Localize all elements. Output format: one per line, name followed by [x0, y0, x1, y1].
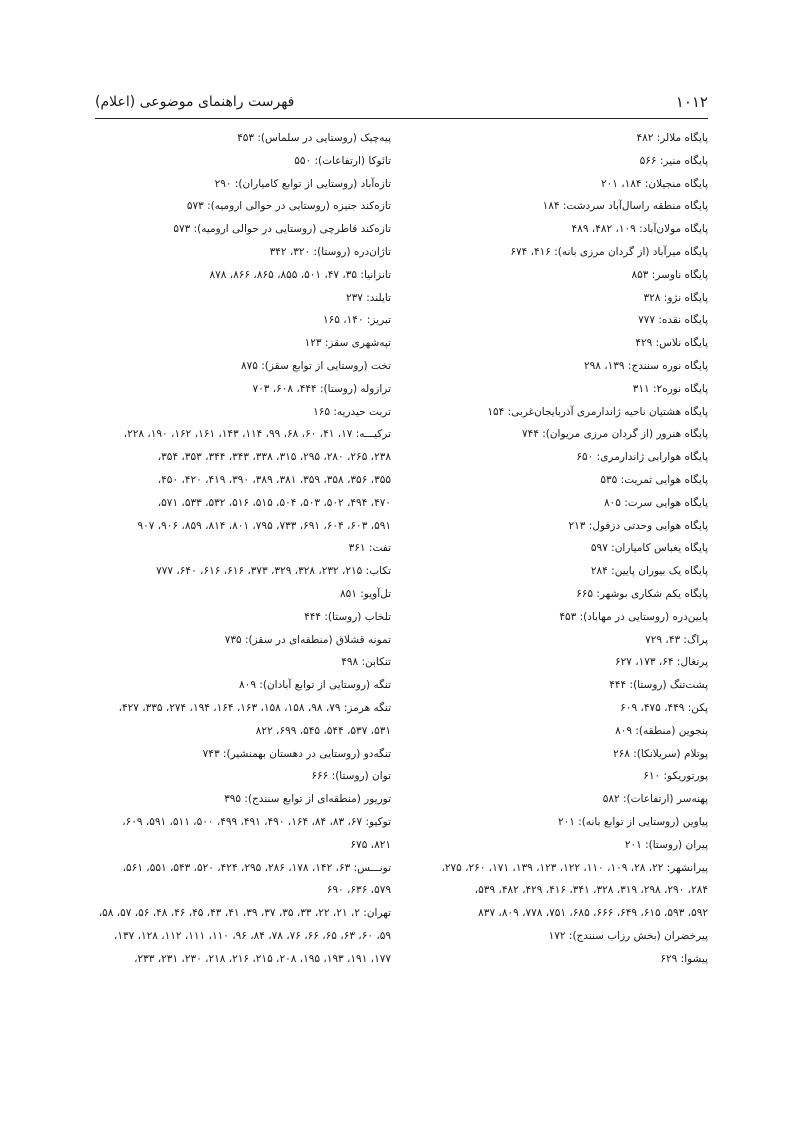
index-entry: ۸۲۱، ۶۷۵ [350, 838, 391, 851]
index-entry: پایگاه میرآباد (از گردان مرزی بانه): ۴۱۶، ۶۷۴ [510, 245, 708, 258]
page-header [95, 88, 708, 116]
index-entry: تائوکا (ارتفاعات): ۵۵۰ [294, 154, 391, 167]
index-entry: تنگه (روستایی از توابع آبادان): ۸۰۹ [239, 679, 391, 692]
index-entry: پرتغال: ۶۴، ۱۷۳، ۶۲۷ [614, 656, 708, 669]
index-entry: پیرخضران (بخش رزاب سنندج): ۱۷۲ [548, 929, 708, 942]
index-entry: پایگاه هوایی ثمریت: ۵۳۵ [600, 473, 708, 486]
index-entry: پایگاه ملالر: ۴۸۲ [636, 132, 708, 144]
index-entry: ترکیـــه: ۱۷، ۴۱، ۶۰، ۶۸، ۹۹، ۱۱۴، ۱۴۳، ۱۶۱، ۱۶۲، ۱۹۰، ۲۲۸، [123, 428, 391, 441]
index-entry: پایگاه نوره سنندج: ۱۳۹، ۲۹۸ [583, 359, 708, 372]
index-entry: پوتلام (سریلانکا): ۲۶۸ [612, 747, 708, 760]
index-entry: پایگاه هشتیان ناحیه ژاندارمری آذربایجان‌غربی: ۱۵۴ [487, 405, 708, 418]
index-entry: پایگاه منطقه راسال‌آباد سردشت: ۱۸۴ [542, 200, 708, 213]
index-entry: تبریز: ۱۴۰، ۱۶۵ [322, 314, 391, 327]
index-entry: پایگاه مولان‌آباد: ۱۰۹، ۴۸۲، ۴۸۹ [571, 223, 708, 236]
index-entry: تخت (روستایی از توابع سقز): ۸۷۵ [241, 359, 391, 372]
index-entry: تربت حیدریه: ۱۶۵ [313, 405, 391, 418]
index-entry: ۵۷۹، ۶۳۶، ۶۹۰ [326, 884, 391, 897]
index-entry: پهنه‌سر (ارتفاعات): ۵۸۲ [602, 793, 708, 806]
index-entry: پایگاه هوارابی ژاندارمری: ۶۵۰ [576, 451, 708, 464]
index-entry: تکاب: ۲۱۵، ۲۳۲، ۳۲۸، ۳۲۹، ۳۷۳، ۶۱۶، ۶۱۶، ۶۴۰، ۷۷۷ [156, 565, 391, 578]
index-entry: ۴۷۰، ۴۹۴، ۵۰۲، ۵۰۳، ۵۰۴، ۵۱۵، ۵۱۶، ۵۳۲، ۵۳۳، ۵۷۱، [157, 496, 391, 509]
index-entry: پیشوا: ۶۲۹ [660, 952, 708, 965]
index-entry: ۵۹۱، ۶۰۳، ۶۰۴، ۶۹۱، ۷۳۳، ۷۹۵، ۸۰۱، ۸۱۴، ۸۵۹، ۹۰۶، ۹۰۷ [137, 519, 391, 532]
index-entry: پیران (روستا): ۲۰۱ [624, 838, 708, 851]
header-rule [95, 118, 708, 119]
index-entry: پایگاه یکم شکاری بوشهر: ۶۶۵ [576, 587, 708, 600]
index-entry: توریور (منطقه‌ای از توابع سنندج): ۳۹۵ [224, 793, 391, 806]
index-entry: توان (روستا): ۶۶۶ [311, 770, 391, 783]
index-entry: پایگاه منجیلان: ۱۸۴، ۲۰۱ [600, 177, 708, 190]
index-entry: پیه‌چیک (روستایی در سلماس): ۴۵۳ [237, 132, 391, 144]
index-entry: تاژان‌دره (روستا): ۳۲۰، ۳۴۲ [269, 245, 391, 258]
index-entry: ۲۳۸، ۲۶۵، ۲۸۰، ۲۹۵، ۳۱۵، ۳۳۸، ۳۴۳، ۳۴۴، ۳۵۳، ۳۵۴، [157, 451, 391, 464]
index-entry: پایگاه هنرور (از گردان مرزی مریوان): ۷۴۴ [521, 428, 708, 441]
index-entry: ۲۸۴، ۲۹۰، ۲۹۸، ۳۱۹، ۳۲۸، ۳۴۱، ۴۱۶، ۴۲۹، ۴۸۲، ۵۳۹، [474, 884, 708, 897]
index-entry: تفت: ۳۶۱ [348, 542, 391, 555]
index-entry: تل‌آویو: ۸۵۱ [339, 587, 391, 600]
index-entry: تمونه قشلاق (منطقه‌ای در سقز): ۷۳۵ [224, 633, 391, 646]
index-entry: پایگاه هوایی وحدتی دزفول: ۲۱۳ [568, 519, 708, 532]
index-entry: پایگاه هوایی سرت: ۸۰۵ [603, 496, 708, 509]
index-entry: پایگاه منیر: ۵۶۶ [639, 154, 708, 167]
index-entry: توکیو: ۶۷، ۸۳، ۸۴، ۱۶۴، ۴۹۰، ۴۹۱، ۴۹۹، ۵۰۰، ۵۱۱، ۵۹۱، ۶۰۹، [122, 815, 391, 828]
page-number: ۱۰۱۲ [675, 93, 708, 111]
index-entry: ترازوله (روستا): ۴۴۴، ۶۰۸، ۷۰۳ [252, 382, 391, 395]
index-entry: تنگه‌دو (روستایی در دهستان بهمنشیر): ۷۴۳ [202, 747, 391, 760]
index-entry: ۵۹، ۶۰، ۶۳، ۶۵، ۶۶، ۷۶، ۷۸، ۸۴، ۹۶، ۱۱۰، ۱۱۱، ۱۱۲، ۱۲۸، ۱۳۷، [113, 929, 391, 942]
index-entry: تانزانیا: ۳۵، ۴۷، ۵۰۱، ۸۵۵، ۸۶۵، ۸۶۶، ۸۷۸ [209, 268, 391, 281]
index-entry: پنجوین (منطقه): ۸۰۹ [615, 724, 708, 737]
index-entry: پراگ: ۴۳، ۷۲۹ [645, 633, 708, 646]
index-entry: تپه‌شهری سقز: ۱۲۳ [304, 337, 391, 350]
index-entry: پکن: ۴۴۹، ۴۷۵، ۶۰۹ [620, 701, 708, 714]
index-entry: پایگاه یغباس کامیاران: ۵۹۷ [590, 542, 708, 555]
index-entry: پورتوریکو: ۶۱۰ [643, 770, 708, 783]
index-entry: تنکابن: ۴۹۸ [341, 656, 391, 669]
index-entry: پایگاه نقده: ۷۷۷ [638, 314, 708, 327]
index-entry: تازه‌کند قاطرچی (روستایی در حوالی ارومیه): ۵۷۳ [173, 223, 391, 236]
index-entry: پایگاه نژو: ۳۲۸ [643, 291, 708, 304]
index-entry: تازه‌کند جنیزه (روستایی در حوالی ارومیه): ۵۷۳ [186, 200, 391, 213]
index-entry: پایگاه نوره۲: ۳۱۱ [632, 382, 708, 395]
index-entry: تایلند: ۲۳۷ [346, 291, 391, 304]
index-entry: پایگاه یک بیوران پایین: ۲۸۴ [590, 565, 708, 578]
index-entry: ۵۳۱، ۵۳۷، ۵۴۴، ۵۴۵، ۶۹۹، ۸۲۲ [255, 724, 391, 737]
index-entry: پایگاه ناوسر: ۸۵۳ [631, 268, 708, 281]
index-entry: تونـــس: ۶۳، ۱۴۲، ۱۷۸، ۲۸۶، ۲۹۵، ۴۲۴، ۵۲۰، ۵۴۳، ۵۵۱، ۵۶۱، [122, 861, 391, 874]
index-entry: ۱۷۷، ۱۹۱، ۱۹۳، ۱۹۵، ۲۰۸، ۲۱۵، ۲۱۶، ۲۱۸، ۲۳۰، ۲۳۱، ۲۳۳، [134, 952, 391, 965]
index-entry: پیرانشهر: ۲۲، ۲۸، ۱۰۹، ۱۱۰، ۱۲۲، ۱۲۳، ۱۳۹، ۱۷۱، ۲۶۰، ۲۷۵، [441, 861, 708, 874]
index-entry: پایگاه نلاس: ۴۲۹ [635, 337, 708, 350]
index-entry: تازه‌آباد (روستایی از توابع کامیاران): ۲۹۰ [214, 177, 391, 190]
index-entry: پایین‌دره (روستایی در مهاباد): ۴۵۳ [559, 610, 708, 623]
index-entry: ۳۵۵، ۳۵۶، ۳۵۸، ۳۵۹، ۳۸۱، ۳۸۹، ۳۹۰، ۴۱۹، ۴۲۰، ۴۵۰، [157, 473, 391, 486]
index-entry: ۵۹۲، ۵۹۳، ۶۱۵، ۶۴۹، ۶۶۶، ۶۸۵، ۷۵۱، ۷۷۸، ۸۰۹، ۸۳۷ [478, 907, 708, 920]
index-entry: پیاوین (روستایی از توابع بانه): ۲۰۱ [557, 815, 708, 828]
running-title: فهرست راهنمای موضوعی (اعلام) [95, 94, 295, 110]
index-column-right [408, 127, 708, 970]
index-entry: تهران: ۲، ۲۱، ۲۲، ۳۳، ۳۵، ۳۷، ۳۹، ۴۱، ۴۳، ۴۵، ۴۶، ۴۸، ۵۶، ۵۷، ۵۸، [98, 907, 391, 920]
index-entry: تنگه هرمز: ۷۹، ۹۸، ۱۵۸، ۱۵۸، ۱۶۳، ۱۶۴، ۱۹۴، ۲۷۴، ۳۳۵، ۴۲۷، [118, 701, 391, 714]
index-entry: پشت‌تنگ (روستا): ۴۴۴ [609, 679, 708, 692]
index-column-left [91, 127, 391, 970]
index-entry: تلخاب (روستا): ۴۴۴ [304, 610, 391, 623]
